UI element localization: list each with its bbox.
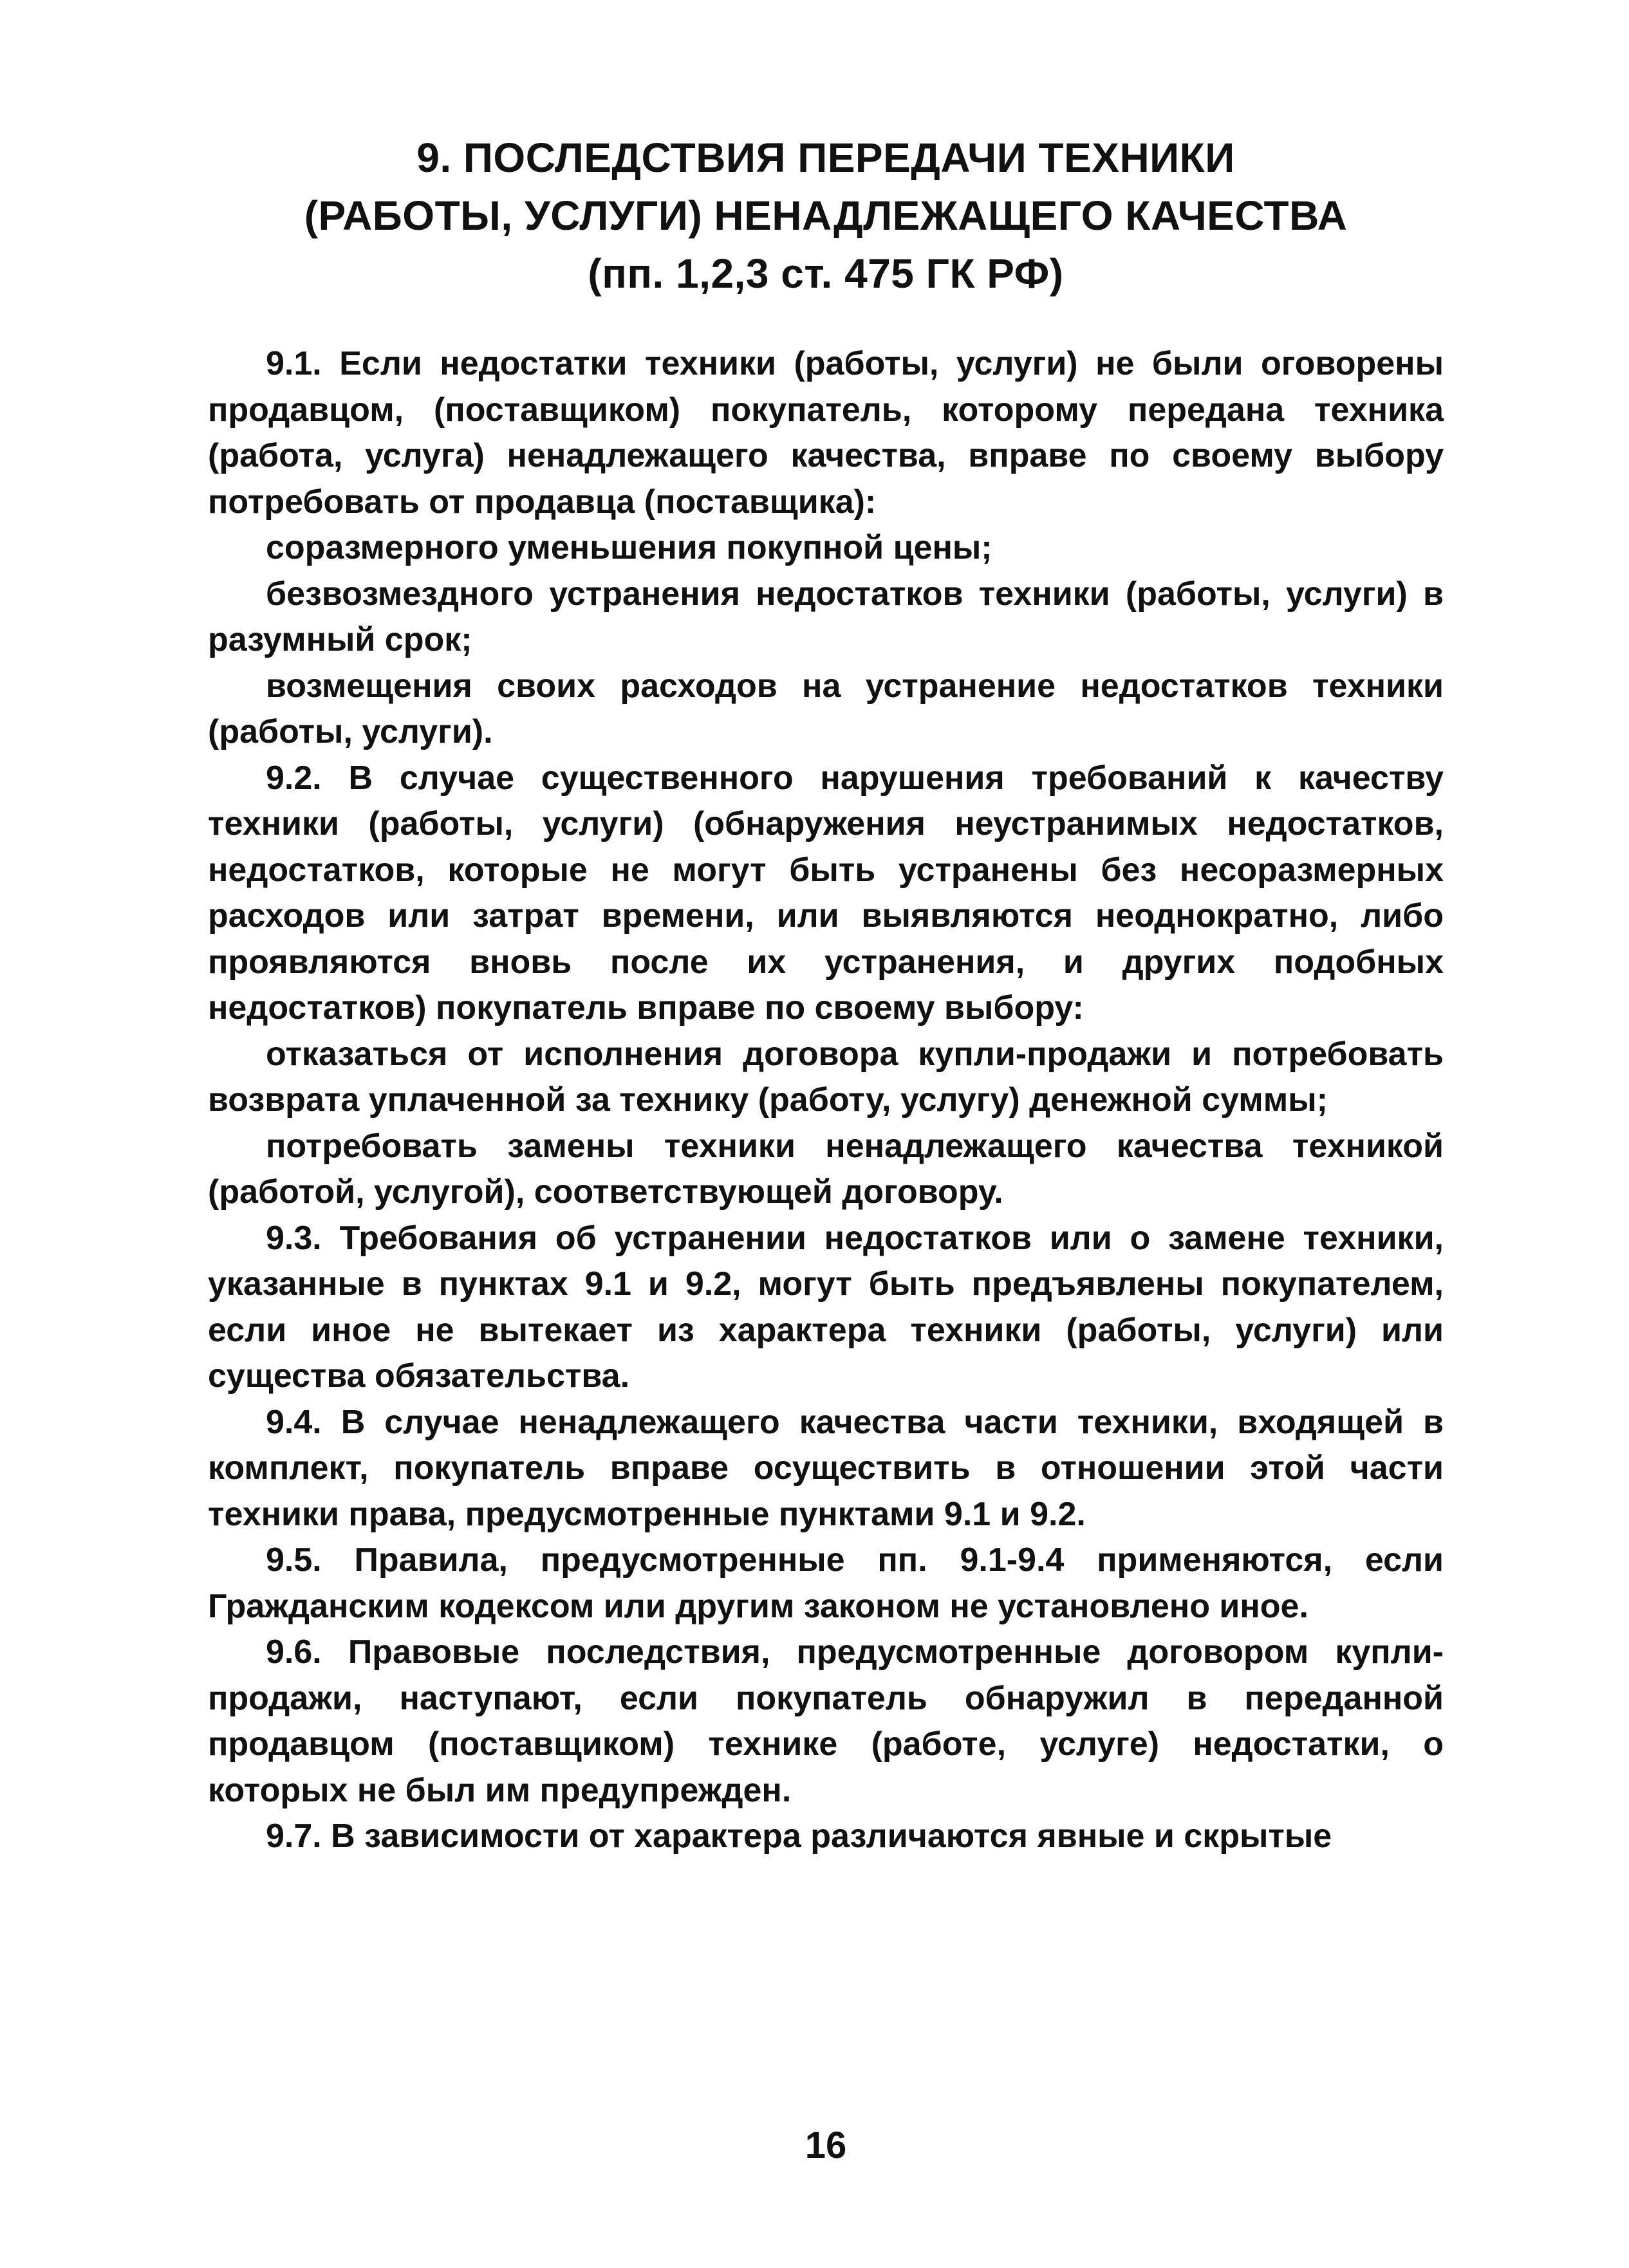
paragraph: 9.6. Правовые последствия, предусмотренные договором купли-продажи, наступают, если покупатель обнаружил в переданной продавцом (поставщиком) технике (работе, услуге) недостатки, о которых не был им предупрежден. (208, 1633, 1444, 1809)
title-line: (РАБОТЫ, УСЛУГИ) НЕНАДЛЕЖАЩЕГО КАЧЕСТВА (304, 192, 1348, 239)
paragraph: 9.2. В случае существенного нарушения требований к качеству техники (работы, услуги) (обнаружения неустранимых недостатков, недостатков, которые не могут быть устранены без несоразмерных расходов или затрат времени, или выявляются неоднократно, либо проявляются вновь после их устранения, и других подобных недостатков) покупатель вправе по своему выбору: (208, 759, 1444, 1027)
section-title (208, 129, 1444, 302)
paragraph: отказаться от исполнения договора купли-продажи и потребовать возврата уплаченной за технику (работу, услугу) денежной суммы; (208, 1035, 1444, 1119)
paragraph: 9.5. Правила, предусмотренные пп. 9.1-9.4 применяются, если Гражданским кодексом или другим законом не установлено иное. (208, 1541, 1444, 1625)
document-body (208, 341, 1444, 1860)
paragraph: возмещения своих расходов на устранение недостатков техники (работы, услуги). (208, 667, 1444, 750)
paragraph: безвозмездного устранения недостатков техники (работы, услуги) в разумный срок; (208, 575, 1444, 658)
page-number: 16 (805, 2124, 847, 2166)
document-page (208, 129, 1444, 2214)
paragraph: 9.3. Требования об устранении недостатков или о замене техники, указанные в пунктах 9.1 и 9.2, могут быть предъявлены покупателем, если иное не вытекает из характера техники (работы, услуги) или существа обязательства. (208, 1219, 1444, 1395)
paragraph: 9.7. В зависимости от характера различаются явные и скрытые (266, 1817, 1332, 1855)
paragraph: потребовать замены техники ненадлежащего качества техникой (работой, услугой), соответствующей договору. (208, 1127, 1444, 1211)
title-line: 9. ПОСЛЕДСТВИЯ ПЕРЕДАЧИ ТЕХНИКИ (416, 135, 1235, 181)
paragraph: 9.4. В случае ненадлежащего качества части техники, входящей в комплект, покупатель вправе осуществить в отношении этой части техники права, предусмотренные пунктами 9.1 и 9.2. (208, 1403, 1444, 1533)
title-line: (пп. 1,2,3 ст. 475 ГК РФ) (588, 250, 1064, 297)
paragraph: соразмерного уменьшения покупной цены; (266, 529, 992, 566)
paragraph: 9.1. Если недостатки техники (работы, услуги) не были оговорены продавцом, (поставщиком) покупатель, которому передана техника (работа, услуга) ненадлежащего качества, вправе по своему выбору потребовать от продавца (поставщика): (208, 345, 1444, 521)
